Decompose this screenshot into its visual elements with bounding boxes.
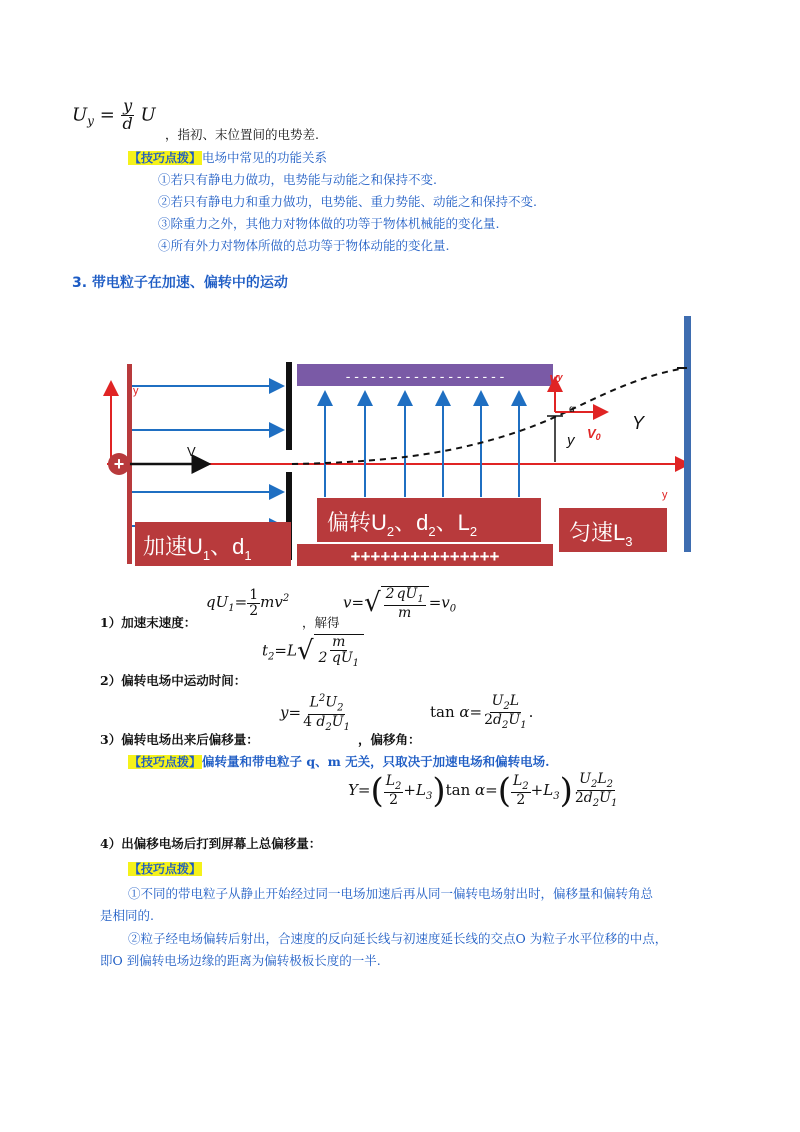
eq-velocity: v= √ $\frac{2 qU_1}{m}$ $=v_0$	[343, 586, 457, 622]
middle-plate-top	[286, 362, 292, 450]
accel-s2: 1	[244, 548, 252, 563]
tip3-p1a: ①不同的带电粒子从静止开始经过同一电场加速后再从同一偏转电场射出时，偏移量和偏转角总	[128, 886, 654, 901]
tip3-p2b: 即O 到偏转电场边缘的距离为偏转极板长度的一半.	[100, 953, 381, 968]
label-vy-sub: y	[557, 372, 563, 382]
formula-rhs: U	[140, 104, 156, 126]
box-deflect-text	[327, 510, 477, 539]
tip3-label-line	[128, 860, 202, 877]
eq-offset: y= $\frac{L^2U_2}{4 d_2U_1}$	[280, 693, 350, 733]
tip3-p1b: 是相同的.	[100, 908, 154, 923]
tip1-item-2: ②若只有静电力和重力做功，电势能、重力势能、动能之和保持不变.	[158, 194, 537, 209]
frac-num: y	[123, 96, 133, 115]
item4-label: 4）出偏移电场后打到屏幕上总偏移量：	[100, 836, 322, 851]
label-vy-main: V	[549, 372, 558, 387]
tip1-item-1: ①若只有静电力做功，电势能与动能之和保持不变.	[158, 172, 437, 187]
tip1-line	[128, 148, 327, 166]
deflect-t2: 、d	[394, 510, 429, 535]
label-v: V	[187, 444, 196, 459]
accel-t1: 加速U	[143, 534, 203, 559]
label-y: y	[567, 432, 575, 449]
uniform-t1: 匀速L	[569, 520, 626, 545]
label-y-small-1: y	[133, 385, 139, 397]
formula-lhs-sub: y	[87, 113, 94, 128]
deflect-s2: 2	[428, 524, 436, 539]
eq-angle: tan α= $\frac{U_2L}{2d_2U_1}$ .	[430, 693, 534, 732]
deflect-t1: 偏转U	[327, 510, 387, 535]
tip2-text: 偏转量和带电粒子 q、m 无关，只取决于加速电场和偏转电场.	[202, 754, 550, 769]
label-vy	[549, 372, 564, 387]
tip1-item-4: ④所有外力对物体所做的总功等于物体动能的变化量.	[158, 238, 450, 253]
accel-t2: 、d	[210, 534, 245, 559]
frac-den: d	[122, 113, 133, 133]
tip3-label: 【技巧点拨】	[129, 862, 202, 876]
physics-diagram	[97, 312, 705, 574]
intro-suffix: ，指初、末位置间的电势差.	[165, 127, 319, 142]
tip2-line	[128, 752, 550, 770]
item3-angle: ，偏移角：	[358, 732, 421, 747]
label-v0-main: V	[587, 426, 596, 441]
deflect-t3: 、L	[435, 510, 470, 535]
deflect-s1: 2	[386, 524, 395, 539]
item2-label: 2）偏转电场中运动时间：	[100, 673, 247, 688]
tip3-p2a: ②粒子经电场偏转后射出，合速度的反向延长线与初速度延长线的交点O 为粒子水平位移的中点，	[128, 931, 668, 946]
formula-lhs: U	[72, 104, 88, 126]
uniform-s1: 3	[625, 534, 633, 549]
screen	[684, 316, 691, 552]
box-accel-text	[143, 534, 252, 563]
accel-s1: 1	[202, 548, 211, 563]
plus-row: +++++++++++++++	[350, 547, 500, 566]
angle-dot: .	[528, 702, 534, 721]
label-v0-sub: 0	[595, 432, 601, 442]
tip1-heading: 电场中常见的功能关系	[202, 150, 328, 165]
tip2-label: 【技巧点拨】	[129, 755, 202, 769]
tip1-item-3: ③除重力之外，其他力对物体做的功等于物体机械能的变化量.	[158, 216, 500, 231]
item3-label: 3）偏转电场出来后偏移量：	[100, 732, 259, 747]
plus-symbol: +	[113, 454, 125, 474]
item1-solve: ，解得	[302, 615, 340, 630]
label-alpha: α	[569, 404, 575, 415]
section-title: 3. 带电粒子在加速、偏转中的运动	[72, 275, 288, 291]
eq-time: $t_2=L$ √ $\frac{m}{2 qU_1}$	[262, 634, 364, 669]
eq-total-offset: Y=( $\frac{L_2}{2}$ $+L_3)\tan$ α=( $\frac{L_2}{2}$ $+L_3$) $\frac{U_2L_2}{2d_2U_1}$	[348, 770, 618, 811]
label-v0	[587, 426, 601, 442]
tip1-label: 【技巧点拨】	[129, 151, 202, 165]
diagram-svg	[97, 312, 705, 574]
label-y-small-2: y	[662, 489, 668, 501]
minus-row: - - - - - - - - - - - - - - - - - - -	[345, 368, 505, 384]
deflect-s3: 2	[469, 524, 478, 539]
box-uniform-text	[569, 520, 632, 549]
intro-formula: $U_y$ = $\frac{y}{d}$ U	[72, 96, 156, 133]
eq-energy: $qU_1=$ $\frac{1}{2}$ $mv^2$	[206, 587, 290, 619]
item1-label: 1）加速末速度：	[100, 615, 197, 630]
label-Y: Y	[632, 413, 645, 433]
